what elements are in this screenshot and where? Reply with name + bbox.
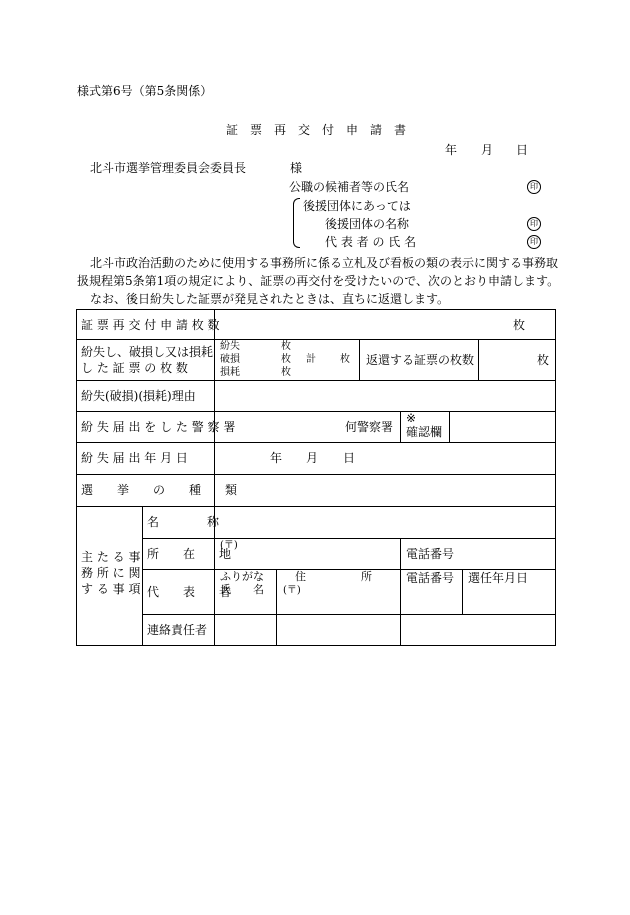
- loss-report-date-label: 紛 失 届 出 年 月 日: [81, 451, 188, 465]
- form-number: 様式第6号（第5条関係）: [77, 84, 213, 98]
- document-title: 証 票 再 交 付 申 請 書: [226, 123, 407, 137]
- damaged-item-unit: 枚: [281, 354, 291, 365]
- lost-item-unit: 枚: [281, 341, 291, 352]
- return-count-label: 返還する証票の枚数: [366, 353, 475, 367]
- appointment-date-label: 選任年月日: [468, 571, 529, 585]
- rep-name-label: 氏 名: [220, 583, 264, 596]
- contact-person-label: 連絡責任者: [147, 623, 208, 637]
- police-station-name: 何警察署: [345, 420, 394, 434]
- election-type-label: 選 挙 の 種 類: [81, 483, 238, 497]
- confirm-label: 確認欄: [406, 425, 443, 439]
- main-office-label-line2: 務 所 に 関: [81, 566, 141, 580]
- furigana-label: ふりがな: [220, 570, 264, 583]
- lost-item: 紛失: [220, 341, 240, 352]
- support-group-note: 後援団体にあっては: [303, 199, 411, 213]
- date-year: 年: [445, 143, 458, 157]
- rep-address-label: 住 所: [295, 570, 372, 583]
- location-label: 所 在 地: [147, 547, 232, 561]
- return-count-unit: 枚: [537, 353, 550, 367]
- police-report-label: 紛 失 届 出 を し た 警 察 署: [81, 420, 236, 434]
- location-postal-mark: (〒): [220, 540, 238, 551]
- rep-phone-label: 電話番号: [406, 571, 455, 585]
- confirm-mark: ※: [406, 411, 417, 425]
- report-year: 年: [270, 451, 283, 465]
- report-month: 月: [306, 451, 319, 465]
- report-day: 日: [343, 451, 356, 465]
- main-office-label-line3: す る 事 項: [81, 582, 141, 596]
- date-day: 日: [516, 143, 529, 157]
- damaged-item: 破損: [220, 354, 240, 365]
- loss-reason-label: 紛失(破損)(損耗)理由: [81, 389, 196, 403]
- lost-count-label-line1: 紛失し、破損し又は損耗: [81, 345, 214, 359]
- support-group-brace: [293, 198, 300, 248]
- office-phone-label: 電話番号: [406, 547, 455, 561]
- rep-postal-mark: (〒): [283, 585, 301, 596]
- representative-label: 代 表 者: [147, 585, 232, 599]
- representative-name-label: 代 表 者 の 氏 名: [325, 235, 417, 249]
- total-label: 計: [306, 354, 316, 365]
- seal-mark-3: 印: [527, 235, 541, 249]
- office-name-label: 名 称: [147, 515, 220, 529]
- candidate-name-label: 公職の候補者等の氏名: [289, 180, 410, 194]
- honorific: 様: [290, 161, 303, 175]
- body-text-line3: なお、後日紛失した証票が発見されたときは、直ちに返還します。: [90, 292, 450, 306]
- body-text-line1: 北斗市政治活動のために使用する事務所に係る立札及び看板の類の表示に関する事務取: [90, 256, 559, 270]
- seal-mark-2: 印: [527, 217, 541, 231]
- main-office-label-line1: 主 た る 事: [81, 550, 141, 564]
- lost-count-label-line2: し た 証 票 の 枚 数: [81, 361, 188, 375]
- addressee: 北斗市選挙管理委員会委員長: [90, 161, 247, 175]
- body-text-line2: 扱規程第5条第1項の規定により、証票の再交付を受けたいので、次のとおり申請します。: [77, 274, 560, 288]
- reissue-count-unit: 枚: [513, 318, 526, 332]
- total-unit: 枚: [340, 354, 350, 365]
- reissue-count-label: 証 票 再 交 付 申 請 枚 数: [81, 318, 220, 332]
- seal-mark-1: 印: [527, 180, 541, 194]
- support-group-name-label: 後援団体の名称: [325, 217, 410, 231]
- worn-item-unit: 枚: [281, 367, 291, 378]
- worn-item: 損耗: [220, 367, 240, 378]
- date-month: 月: [481, 143, 494, 157]
